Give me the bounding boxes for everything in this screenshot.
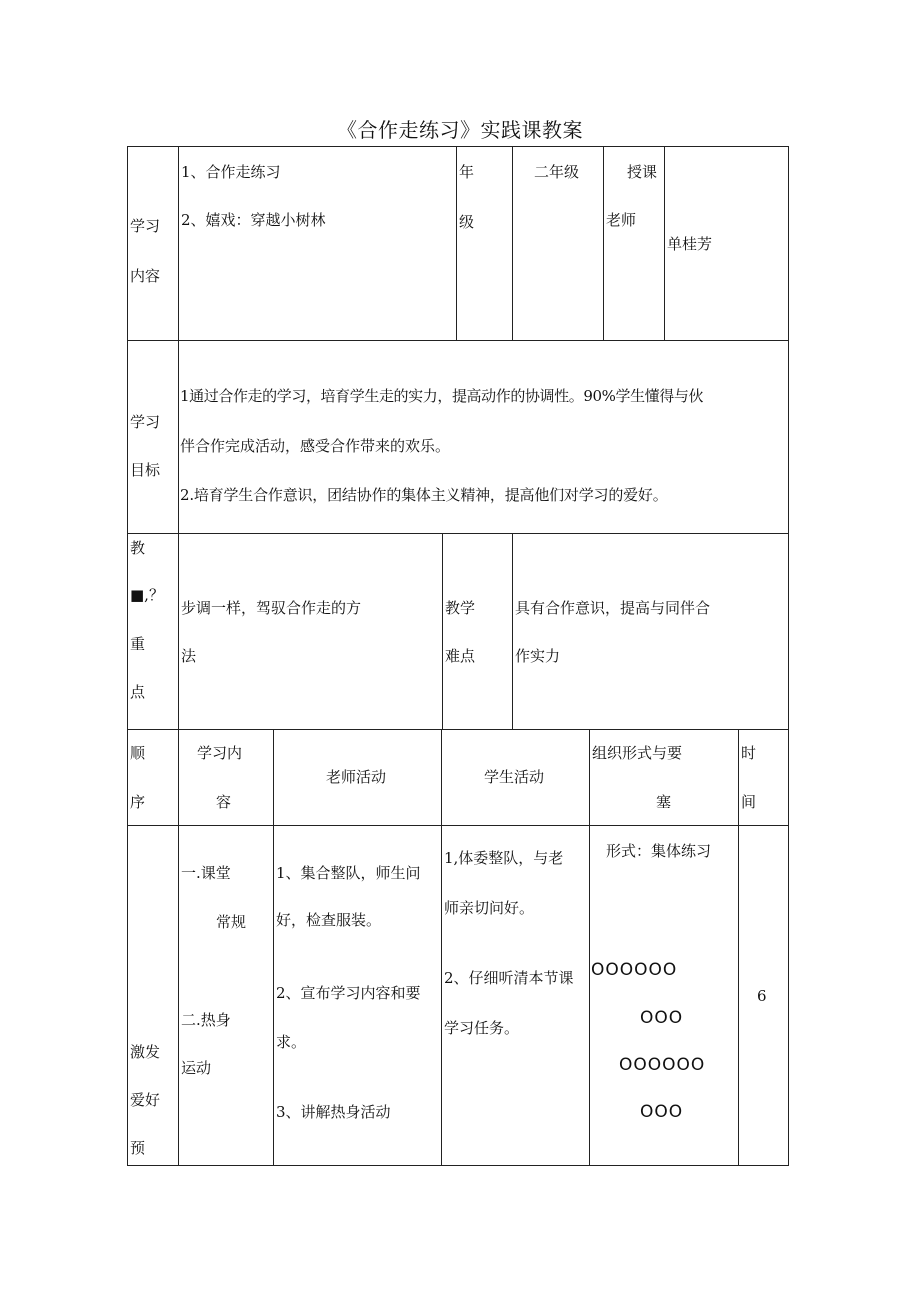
organization-form: 形式：集体练习 xyxy=(606,842,712,860)
formation-row: OOO xyxy=(640,1008,684,1028)
stage-label: 预 xyxy=(130,1139,146,1157)
content-item: 常规 xyxy=(216,913,247,931)
header-order: 顺 xyxy=(130,744,146,762)
difficulty-text: 具有合作意识，提高与同伴合 xyxy=(515,599,711,617)
learning-goal-label: 学习 xyxy=(130,413,161,431)
teacher-activity: 3、讲解热身活动 xyxy=(276,1103,391,1121)
learning-goal-1: 1通过合作走的学习，培育学生走的实力，提高动作的协调性。90%学生懂得与伙 xyxy=(180,387,704,405)
table-border-top xyxy=(127,146,789,147)
learning-content-item: 2、嬉戏：穿越小树林 xyxy=(181,211,326,229)
student-activity: 2、仔细听清本节课 xyxy=(444,969,574,987)
row-divider xyxy=(127,825,789,826)
content-item: 二.热身 xyxy=(181,1011,231,1029)
learning-goal-label: 目标 xyxy=(130,461,161,479)
grade-value: 二年级 xyxy=(534,163,580,181)
page-title: 《合作走练习》实践课教案 xyxy=(337,118,583,142)
grade-label: 年 xyxy=(459,163,475,181)
teacher-activity: 1、集合整队，师生问 xyxy=(276,864,421,882)
learning-content-item: 1、合作走练习 xyxy=(181,163,281,181)
key-points-text: 步调一样，驾驭合作走的方 xyxy=(181,599,362,617)
column-divider xyxy=(273,729,274,1166)
column-divider xyxy=(512,146,513,340)
teacher-activity: 求。 xyxy=(276,1033,307,1051)
row-divider xyxy=(127,533,789,534)
row-divider xyxy=(127,340,789,341)
table-border-left xyxy=(127,146,128,1166)
header-teacher-activity: 老师活动 xyxy=(326,768,387,786)
header-organization: 塞 xyxy=(656,793,672,811)
teacher-label: 老师 xyxy=(606,211,637,229)
difficulty-label: 难点 xyxy=(445,647,476,665)
header-content: 学习内 xyxy=(197,744,243,762)
content-item: 一.课堂 xyxy=(181,864,231,882)
formation-row: OOO xyxy=(640,1102,684,1122)
difficulty-text: 作实力 xyxy=(515,647,561,665)
row-divider xyxy=(127,729,789,730)
content-item: 运动 xyxy=(181,1059,212,1077)
key-points-text: 法 xyxy=(181,647,197,665)
header-student-activity: 学生活动 xyxy=(484,768,545,786)
teacher-name: 单桂芳 xyxy=(667,235,713,253)
key-points-label: 教 xyxy=(130,539,146,557)
column-divider xyxy=(178,146,179,1166)
time-value: 6 xyxy=(757,987,767,1005)
student-activity: 学习任务。 xyxy=(444,1019,520,1037)
student-activity: 1,体委整队，与老 xyxy=(444,849,564,867)
header-time: 间 xyxy=(741,793,757,811)
key-points-label: 重 xyxy=(130,635,146,653)
learning-content-label: 内容 xyxy=(130,267,161,285)
table-border-bottom xyxy=(127,1165,789,1166)
column-divider xyxy=(589,729,590,1166)
teacher-activity: 2、宣布学习内容和要 xyxy=(276,984,421,1002)
header-order: 序 xyxy=(130,793,146,811)
formation-row: OOOOOO xyxy=(619,1055,706,1075)
formation-row: OOOOOO xyxy=(591,960,678,980)
column-divider xyxy=(603,146,604,340)
grade-label: 级 xyxy=(459,213,475,231)
column-divider xyxy=(664,146,665,340)
key-points-label: 点 xyxy=(130,683,146,701)
learning-goal-2: 2.培育学生合作意识，团结协作的集体主义精神，提高他们对学习的爱好。 xyxy=(180,486,668,504)
difficulty-label: 教学 xyxy=(445,599,476,617)
stage-label: 爱好 xyxy=(130,1091,161,1109)
header-time: 时 xyxy=(741,744,757,762)
column-divider xyxy=(441,729,442,1166)
table-border-right xyxy=(788,146,789,1166)
teacher-label: 授课 xyxy=(627,163,658,181)
column-divider xyxy=(442,533,443,729)
key-points-label: ■,？ xyxy=(130,586,164,604)
header-organization: 组织形式与要 xyxy=(592,744,683,762)
learning-goal-1-cont: 伴合作完成活动，感受合作带来的欢乐。 xyxy=(180,437,451,455)
column-divider xyxy=(512,533,513,729)
student-activity: 师亲切问好。 xyxy=(444,899,535,917)
learning-content-label: 学习 xyxy=(130,217,161,235)
column-divider xyxy=(456,146,457,340)
column-divider xyxy=(738,729,739,1166)
stage-label: 激发 xyxy=(130,1043,161,1061)
teacher-activity: 好，检查服装。 xyxy=(276,911,382,929)
header-content: 容 xyxy=(216,793,232,811)
